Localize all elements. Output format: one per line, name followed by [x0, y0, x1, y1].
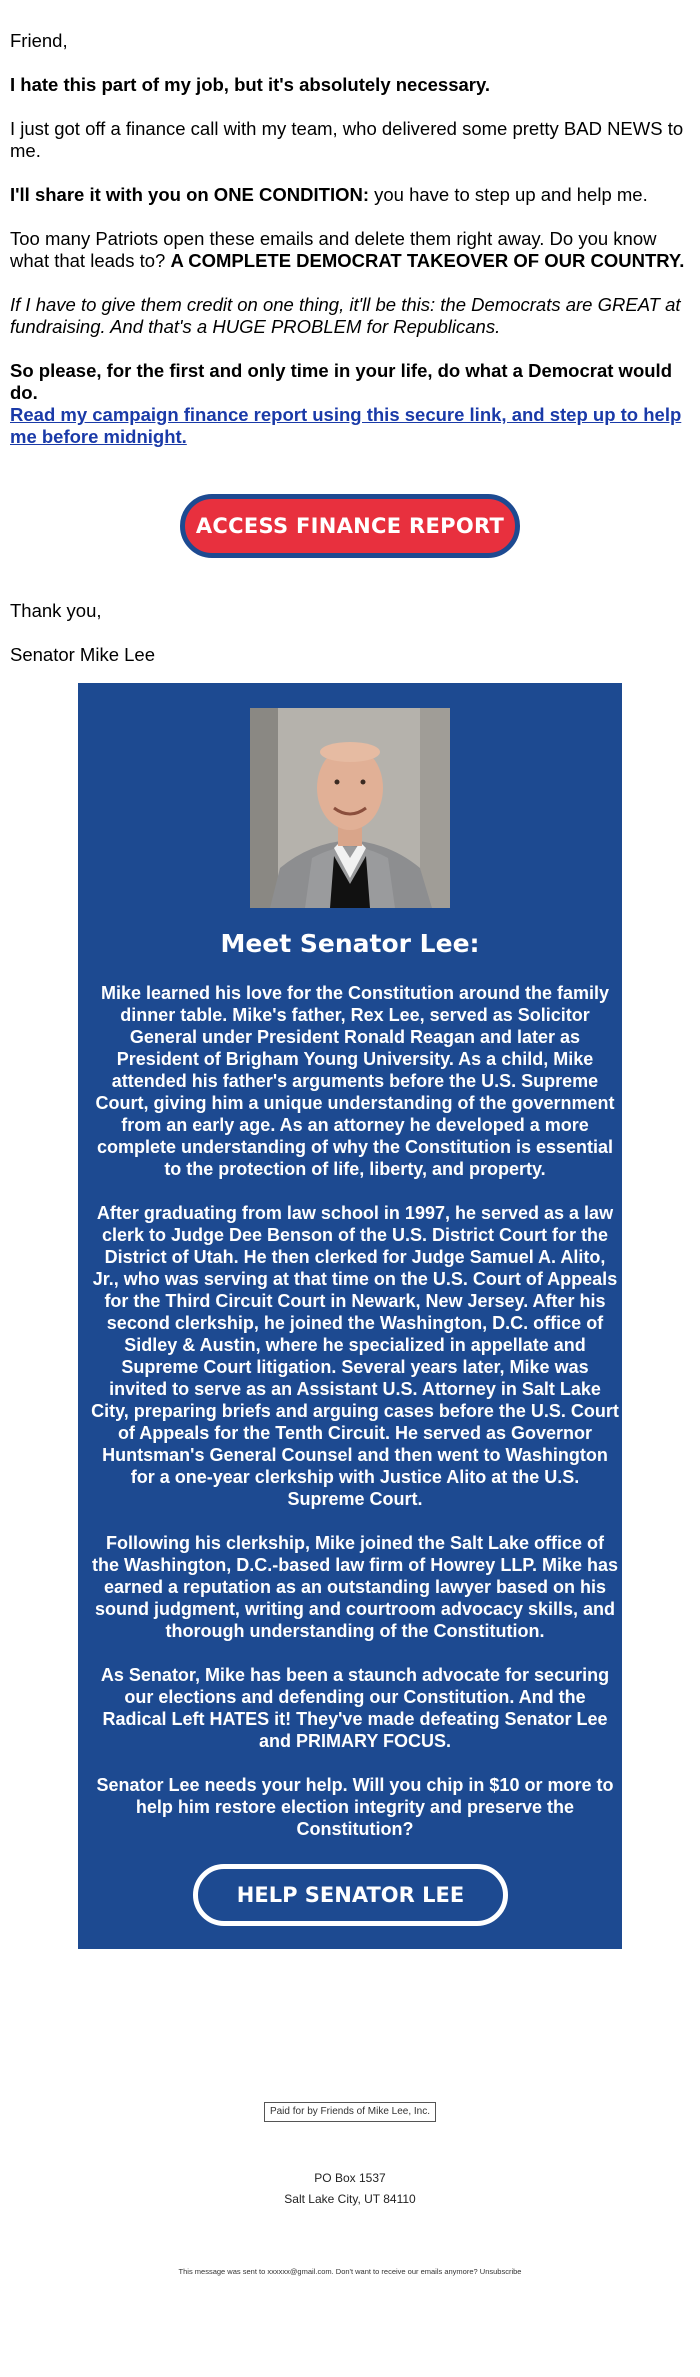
email-body	[0, 0, 700, 666]
bio-paragraph: Mike learned his love for the Constitution around the family dinner table. Mike's father, Rex Lee, served as Solicitor General under President Ronald Reagan and later as President of Brigham Young University. As a child, Mike attended his father's arguments before the U.S. Supreme Court, giving him a unique understanding of the government from an early age. As an attorney he developed a more complete understanding of why the Constitution is essential to the protection of life, liberty, and property.	[95, 983, 615, 1179]
unsubscribe-note[interactable]: This message was sent to xxxxxx@gmail.com. Don't want to receive our emails anymore? Unsubscribe	[178, 2267, 522, 2276]
bad-news-line: I just got off a finance call with my team, who delivered some pretty BAD NEWS to me.	[10, 118, 684, 161]
opening-line: I hate this part of my job, but it's absolutely necessary.	[10, 74, 491, 95]
access-finance-report-button[interactable]: ACCESS FINANCE REPORT	[180, 494, 520, 558]
bio-text	[90, 982, 620, 1862]
condition-bold: I'll share it with you on ONE CONDITION:	[10, 184, 369, 205]
appeal-line: So please, for the first and only time in your life, do what a Democrat would do.	[10, 360, 672, 403]
card-title: Meet Senator Lee:	[220, 929, 480, 958]
portrait-image	[250, 708, 450, 908]
condition-line	[10, 184, 690, 206]
takeover-line	[10, 228, 690, 272]
paid-for-disclaimer: Paid for by Friends of Mike Lee, Inc.	[264, 2102, 436, 2122]
greeting: Friend,	[10, 30, 68, 51]
bio-paragraph: After graduating from law school in 1997, he served as a law clerk to Judge Dee Benson of the U.S. District Court for the District of Utah. He then clerked for Judge Samuel A. Alito, Jr., who was serving at that time on the U.S. Court of Appeals for the Third Circuit Court in Newark, New Jersey. After his second clerkship, he joined the Washington, D.C. office of Sidley & Austin, where he specialized in appellate and Supreme Court litigation. Several years later, Mike was invited to serve as an Assistant U.S. Attorney in Salt Lake City, preparing briefs and arguing cases before the U.S. Court of Appeals for the Tenth Circuit. He served as Governor Huntsman's General Counsel and then went to Washington for a one-year clerkship with Justice Alito at the U.S. Supreme Court.	[91, 1203, 619, 1509]
mailing-address	[0, 2168, 700, 2210]
signoff-thanks: Thank you,	[10, 600, 102, 621]
address-line-1: PO Box 1537	[314, 2171, 386, 2185]
meet-senator-card	[78, 683, 622, 1949]
condition-rest: you have to step up and help me.	[369, 184, 648, 205]
finance-report-link[interactable]: Read my campaign finance report using this secure link, and step up to help me before midnight.	[10, 404, 682, 447]
donation-ask: Senator Lee needs your help. Will you chip in $10 or more to help him restore election integrity and preserve the Constitution?	[96, 1775, 614, 1839]
signoff-name: Senator Mike Lee	[10, 644, 156, 665]
bio-paragraph: Following his clerkship, Mike joined the Salt Lake office of the Washington, D.C.-based law firm of Howrey LLP. Mike has earned a reputation as an outstanding lawyer based on his sound judgment, writing and courtroom advocacy skills, and thorough understanding of the Constitution.	[91, 1533, 619, 1641]
senator-photo	[250, 708, 450, 908]
help-senator-lee-button[interactable]: HELP SENATOR LEE	[193, 1864, 508, 1926]
bio-paragraph: As Senator, Mike has been a staunch advocate for securing our elections and defending our Constitution. And the Radical Left HATES it! They've made defeating Senator Lee and PRIMARY FOCUS.	[100, 1665, 610, 1751]
address-line-2: Salt Lake City, UT 84110	[284, 2192, 416, 2206]
fundraising-line: If I have to give them credit on one thing, it'll be this: the Democrats are GREAT at fundraising. And that's a HUGE PROBLEM for Republicans.	[10, 294, 681, 337]
takeover-plain: Too many Patriots open these emails and delete them right away. Do you know what that leads to?	[10, 228, 657, 271]
takeover-bold: A COMPLETE DEMOCRAT TAKEOVER OF OUR COUNTRY.	[170, 250, 685, 271]
